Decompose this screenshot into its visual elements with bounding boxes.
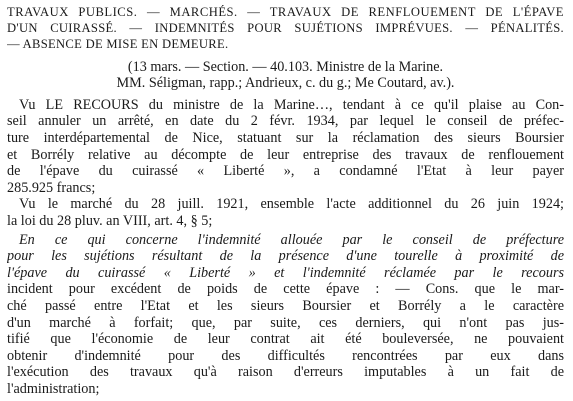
citation-text-1: (13 mars. — Section. — 40.103. Ministre de la Marine. xyxy=(127,58,444,75)
header-line-3 xyxy=(7,36,564,52)
p3-line-1: En ce qui concerne l'indemnité allouée par le conseil de préfecture xyxy=(19,231,564,248)
header-text-2: D'UN CUIRASSÉ. — INDEMNITÉS POUR SUJÉTIONS IMPRÉVUES. — PÉNALITÉS. xyxy=(7,21,564,36)
p3-line-9: l'exécution des travaux qu'à raison d'erreurs imputables à un fait de xyxy=(7,364,564,381)
citation-line-2 xyxy=(7,75,564,92)
p3-line-4: incident pour excédent de poids de cette épave : — Cons. que le mar- xyxy=(7,281,564,298)
p1-line-3: ture interdépartemental de Nice, statuant sur la réclamation des sieurs Boursier xyxy=(7,129,564,146)
p1-line-6: 285.925 francs; xyxy=(7,179,96,196)
citation-line-1 xyxy=(7,59,564,76)
p3-line-3: l'épave du cuirassé « Liberté » et l'indemnité réclamée par le recours xyxy=(7,264,564,281)
header-line-1 xyxy=(7,4,564,20)
p2-line-1: Vu le marché du 28 juill. 1921, ensemble l'acte additionnel du 26 juin 1924; xyxy=(19,196,564,213)
citation-text-2: MM. Séligman, rapp.; Andrieux, c. du g.; Me Coutard, av.). xyxy=(116,75,455,92)
p3-line-5: ché passé entre l'Etat et les sieurs Boursier et Borrély a le caractère xyxy=(7,297,564,314)
p2-line-2: la loi du 28 pluv. an VIII, art. 4, § 5; xyxy=(7,212,213,229)
p1-line-5: de l'épave du cuirassé « Liberté », a condamné l'Etat à leur payer xyxy=(7,163,564,180)
p3-line-7: tifié que l'économie de leur contrat ait été bouleversée, ne pouvaient xyxy=(7,331,564,348)
p1-line-4: et Borrély relative au décompte de leur entreprise des travaux de renflouement xyxy=(7,146,564,163)
p3-line-2: pour les sujétions résultant de la présence d'une tourelle à proximité de xyxy=(7,248,564,265)
header-text-1: TRAVAUX PUBLICS. — MARCHÉS. — TRAVAUX DE RENFLOUEMENT DE L'ÉPAVE xyxy=(7,5,564,19)
p1-line-1: Vu LE RECOURS du ministre de la Marine…, tendant à ce qu'il plaise au Con- xyxy=(19,96,564,113)
p3-line-6: d'un marché à forfait; que, par suite, ces derniers, qui n'ont pas jus- xyxy=(7,314,564,331)
header-line-2 xyxy=(7,20,564,36)
p1-line-2: seil annuler un arrêté, en date du 2 févr. 1934, par lequel le conseil de préfec- xyxy=(7,113,564,130)
p3-line-10: l'administration; xyxy=(7,380,100,397)
p3-line-8: obtenir d'indemnité pour des difficultés rencontrées par eux dans xyxy=(7,347,564,364)
header-text-3: — ABSENCE DE MISE EN DEMEURE. xyxy=(7,37,229,52)
